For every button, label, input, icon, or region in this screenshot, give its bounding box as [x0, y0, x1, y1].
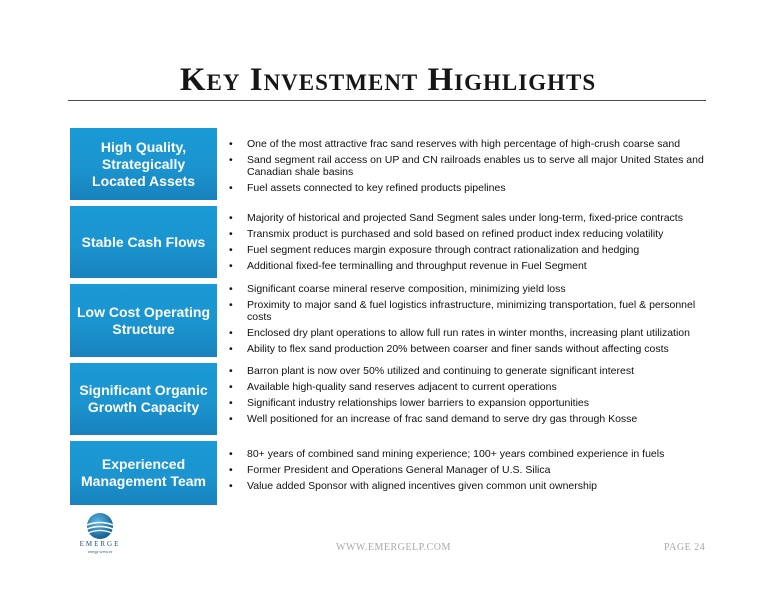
bullet-item: • Fuel assets connected to key refined products pipelines	[229, 182, 719, 194]
highlight-label: Significant Organic Growth Capacity	[79, 382, 208, 415]
bullet-item: • Transmix product is purchased and sold based on refined product index reducing volatility	[229, 228, 719, 240]
bullet-list-low-cost	[229, 283, 719, 359]
bullet-list-cash-flows	[229, 212, 719, 276]
highlight-label: Stable Cash Flows	[81, 233, 206, 250]
bullet-item: • Enclosed dry plant operations to allow full run rates in winter months, increasing plant utilization	[229, 327, 719, 339]
page-number: PAGE 24	[664, 542, 706, 553]
bullet-item: • One of the most attractive frac sand reserves with high percentage of high-crush coarse sand	[229, 138, 719, 150]
highlight-label: Low Cost Operating Structure	[77, 303, 210, 337]
bullet-list-growth	[229, 365, 719, 429]
bullet-item: • Former President and Operations General Manager of U.S. Silica	[229, 464, 719, 476]
title-divider	[68, 100, 706, 101]
bullet-item: • Available high-quality sand reserves adjacent to current operations	[229, 381, 719, 393]
bullet-list-assets	[229, 138, 719, 198]
bullet-item: • Well positioned for an increase of frac sand demand to serve dry gas through Kosse	[229, 413, 719, 425]
bullet-list-management	[229, 448, 719, 496]
logo-tagline: energy services	[87, 549, 113, 554]
bullet-item: • Proximity to major sand & fuel logistics infrastructure, minimizing transportation, fuel & personnel costs	[229, 299, 719, 323]
page-title: Key Investment Highlights	[179, 62, 597, 98]
highlight-box-cash-flows	[70, 206, 217, 278]
bullet-item: • 80+ years of combined sand mining experience; 100+ years combined experience in fuels	[229, 448, 719, 460]
bullet-item: • Significant coarse mineral reserve composition, minimizing yield loss	[229, 283, 719, 295]
bullet-item: • Barron plant is now over 50% utilized and continuing to generate significant interest	[229, 365, 719, 377]
highlight-label: Experienced Management Team	[81, 456, 206, 489]
highlight-box-low-cost	[70, 284, 217, 357]
bullet-item: • Sand segment rail access on UP and CN railroads enables us to serve all major United States and Canadian shale basins	[229, 154, 719, 178]
bullet-item: • Fuel segment reduces margin exposure through contract rationalization and hedging	[229, 244, 719, 256]
bullet-item: • Majority of historical and projected Sand Segment sales under long-term, fixed-price contracts	[229, 212, 719, 224]
footer-website: WWW.EMERGELP.COM	[336, 542, 451, 553]
highlight-box-growth	[70, 363, 217, 435]
highlight-box-management	[70, 441, 217, 505]
logo-name: EMERGE	[79, 540, 121, 548]
highlight-box-assets	[70, 128, 217, 200]
bullet-item: • Ability to flex sand production 20% between coarser and finer sands without affecting costs	[229, 343, 719, 355]
bullet-item: • Significant industry relationships lower barriers to expansion opportunities	[229, 397, 719, 409]
highlight-label: High Quality, Strategically Located Assets	[92, 138, 195, 189]
bullet-item: • Additional fixed-fee terminalling and throughput revenue in Fuel Segment	[229, 260, 719, 272]
bullet-item: • Value added Sponsor with aligned incentives given common unit ownership	[229, 480, 719, 492]
